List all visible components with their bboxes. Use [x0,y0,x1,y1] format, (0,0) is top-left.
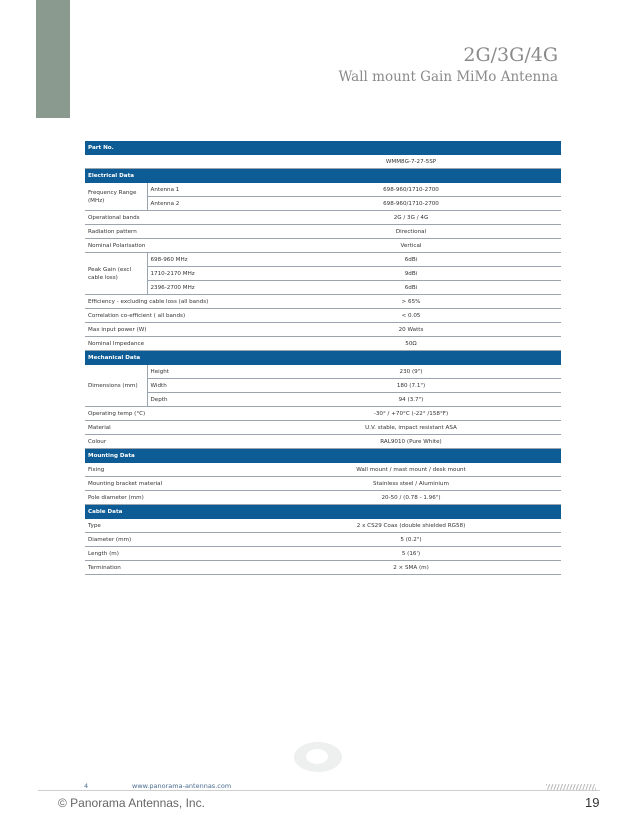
material-label: Material [85,421,261,435]
power-label: Max input power (W) [85,323,261,337]
impedance-label: Nominal Impedance [85,337,261,351]
pole-value: 20-50 / (0.78 - 1.96") [261,491,561,505]
termination-label: Termination [85,561,261,575]
freq-ant1-value: 698-960/1710-2700 [261,183,561,197]
gain-value-2: 9dBi [261,267,561,281]
table-row [85,561,561,575]
spec-table [85,141,561,575]
inner-page-number: 4 [84,782,89,790]
electrical-header: Electrical Data [85,169,561,184]
table-row [85,533,561,547]
mounting-header: Mounting Data [85,449,561,464]
table-row [85,253,561,267]
freq-ant1-label: Antenna 1 [147,183,261,197]
polar-value: Vertical [261,239,561,253]
correlation-label: Correlation co-efficient ( all bands) [85,309,261,323]
dim-width-value: 180 (7.1") [261,379,561,393]
bracket-label: Mounting bracket material [85,477,261,491]
freq-ant2-label: Antenna 2 [147,197,261,211]
pole-label: Pole diameter (mm) [85,491,261,505]
impedance-value: 50Ω [261,337,561,351]
table-row [85,491,561,505]
colour-value: RAL9010 (Pure White) [261,435,561,449]
dim-height-label: Height [147,365,261,379]
dim-depth-value: 94 (3.7") [261,393,561,407]
gain-value-3: 6dBi [261,281,561,295]
length-value: 5 (16') [261,547,561,561]
length-label: Length (m) [85,547,261,561]
polar-label: Nominal Polarisation [85,239,261,253]
fixing-label: Fixing [85,463,261,477]
temp-label: Operating temp (°C) [85,407,261,421]
type-value: 2 x CS29 Coax (double shielded RG58) [261,519,561,533]
table-row [85,337,561,351]
table-row [85,281,561,295]
side-accent-bar [36,0,70,118]
table-row [85,365,561,379]
bracket-value: Stainless steel / Aluminium [261,477,561,491]
table-row [85,197,561,211]
radiation-value: Directional [261,225,561,239]
header-subtitle: Wall mount Gain MiMo Antenna [338,69,558,85]
table-row [85,295,561,309]
table-row [85,309,561,323]
section-header [85,449,561,464]
gain-band-1: 698-960 MHz [147,253,261,267]
panorama-logo-watermark [294,742,342,772]
section-header [85,351,561,366]
colour-label: Colour [85,435,261,449]
table-row [85,379,561,393]
diameter-label: Diameter (mm) [85,533,261,547]
table-row [85,393,561,407]
freq-ant2-value: 698-960/1710-2700 [261,197,561,211]
gain-band-2: 1710-2170 MHz [147,267,261,281]
bands-value: 2G / 3G / 4G [261,211,561,225]
section-header [85,169,561,184]
header-title: 2G/3G/4G [463,44,558,66]
correlation-value: < 0.05 [261,309,561,323]
efficiency-value: > 65% [261,295,561,309]
termination-value: 2 × SMA (m) [261,561,561,575]
table-row [85,407,561,421]
table-row [85,547,561,561]
temp-value: -30° / +70°C (-22° /158°F) [261,407,561,421]
footer-divider [38,790,600,791]
gain-value-1: 6dBi [261,253,561,267]
table-row [85,477,561,491]
material-value: U.V. stable, impact resistant ASA [261,421,561,435]
part-no-value: WMM8G-7-27-5SP [261,155,561,169]
table-row [85,267,561,281]
dimensions-label: Dimensions (mm) [85,365,147,407]
dim-depth-label: Depth [147,393,261,407]
gain-band-3: 2396-2700 MHz [147,281,261,295]
power-value: 20 Watts [261,323,561,337]
page-header [338,44,558,86]
table-row [85,211,561,225]
mechanical-header: Mechanical Data [85,351,561,366]
table-row [85,183,561,197]
table-row [85,519,561,533]
page-number: 19 [585,795,600,810]
table-row [85,155,561,169]
table-row [85,239,561,253]
efficiency-label: Efficiency - excluding cable loss (all bands) [85,295,261,309]
freq-label: Frequency Range (MHz) [85,183,147,211]
radiation-label: Radiation pattern [85,225,261,239]
part-no-header: Part No. [85,141,561,155]
table-row [85,323,561,337]
gain-label: Peak Gain (excl cable loss) [85,253,147,295]
bands-label: Operational bands [85,211,261,225]
type-label: Type [85,519,261,533]
diameter-value: 5 (0.2") [261,533,561,547]
section-header [85,505,561,520]
copyright-text: © Panorama Antennas, Inc. [58,796,205,810]
cable-header: Cable Data [85,505,561,520]
table-row [85,463,561,477]
dim-height-value: 230 (9") [261,365,561,379]
footer-url[interactable]: www.panorama-antennas.com [132,782,232,790]
table-row [85,225,561,239]
table-row [85,435,561,449]
fixing-value: Wall mount / mast mount / desk mount [261,463,561,477]
section-header [85,141,561,155]
table-row [85,421,561,435]
dim-width-label: Width [147,379,261,393]
